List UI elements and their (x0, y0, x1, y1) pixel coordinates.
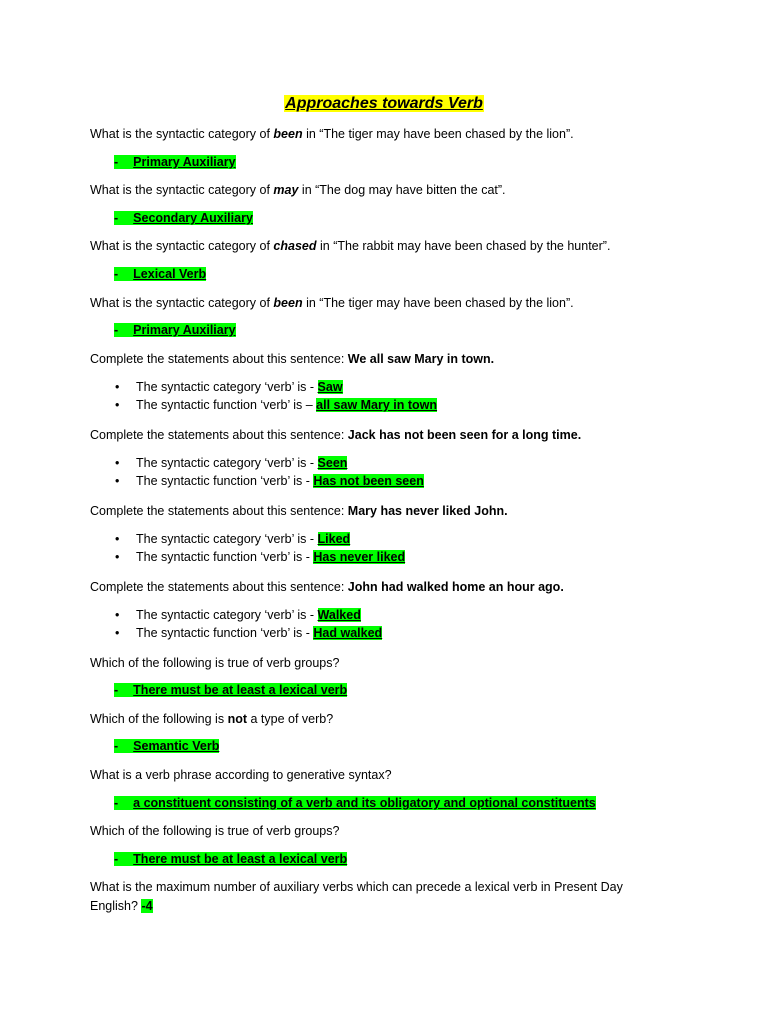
statement-3-category: • The syntactic category ‘verb’ is - Liked (115, 532, 351, 546)
answer-4: - Primary Auxiliary (114, 323, 236, 337)
statement-2-category: • The syntactic category ‘verb’ is - Seen (115, 456, 348, 470)
statement-4-category: • The syntactic category ‘verb’ is - Walked (115, 608, 361, 622)
statement-2-function: • The syntactic function ‘verb’ is - Has not been seen (115, 474, 424, 488)
question-6: Which of the following is not a type of verb? (90, 712, 334, 726)
statement-1-category: • The syntactic category ‘verb’ is - Saw (115, 380, 343, 394)
question-7: What is a verb phrase according to generative syntax? (90, 768, 392, 782)
statement-4-function: • The syntactic function ‘verb’ is - Had walked (115, 626, 383, 640)
answer-6: - Semantic Verb (114, 739, 220, 753)
statement-3: Complete the statements about this sentence: Mary has never liked John. (90, 504, 508, 518)
question-1: What is the syntactic category of been in “The tiger may have been chased by the lion”. (90, 127, 574, 141)
answer-1: - Primary Auxiliary (114, 155, 236, 169)
statement-1: Complete the statements about this sentence: We all saw Mary in town. (90, 352, 495, 366)
answer-3: - Lexical Verb (114, 267, 207, 281)
question-3: What is the syntactic category of chased in “The rabbit may have been chased by the hunter”. (90, 239, 611, 253)
statement-3-function: • The syntactic function ‘verb’ is - Has never liked (115, 550, 406, 564)
question-5: Which of the following is true of verb groups? (90, 656, 340, 670)
statement-4: Complete the statements about this sentence: John had walked home an hour ago. (90, 580, 564, 594)
question-8: Which of the following is true of verb groups? (90, 824, 340, 838)
statement-2: Complete the statements about this sentence: Jack has not been seen for a long time. (90, 428, 582, 442)
question-9: What is the maximum number of auxiliary verbs which can precede a lexical verb in Present Day English? -4 (90, 880, 623, 913)
statement-1-function: • The syntactic function ‘verb’ is – all saw Mary in town (115, 398, 438, 412)
question-2: What is the syntactic category of may in “The dog may have bitten the cat”. (90, 183, 506, 197)
answer-9: -4 (141, 899, 153, 913)
page-title: Approaches towards Verb (285, 95, 483, 112)
answer-5: - There must be at least a lexical verb (114, 683, 348, 697)
answer-2: - Secondary Auxiliary (114, 211, 253, 225)
question-4: What is the syntactic category of been in “The tiger may have been chased by the lion”. (90, 296, 574, 310)
answer-8: - There must be at least a lexical verb (114, 852, 348, 866)
answer-7: - a constituent consisting of a verb and its obligatory and optional constituents (114, 796, 596, 810)
